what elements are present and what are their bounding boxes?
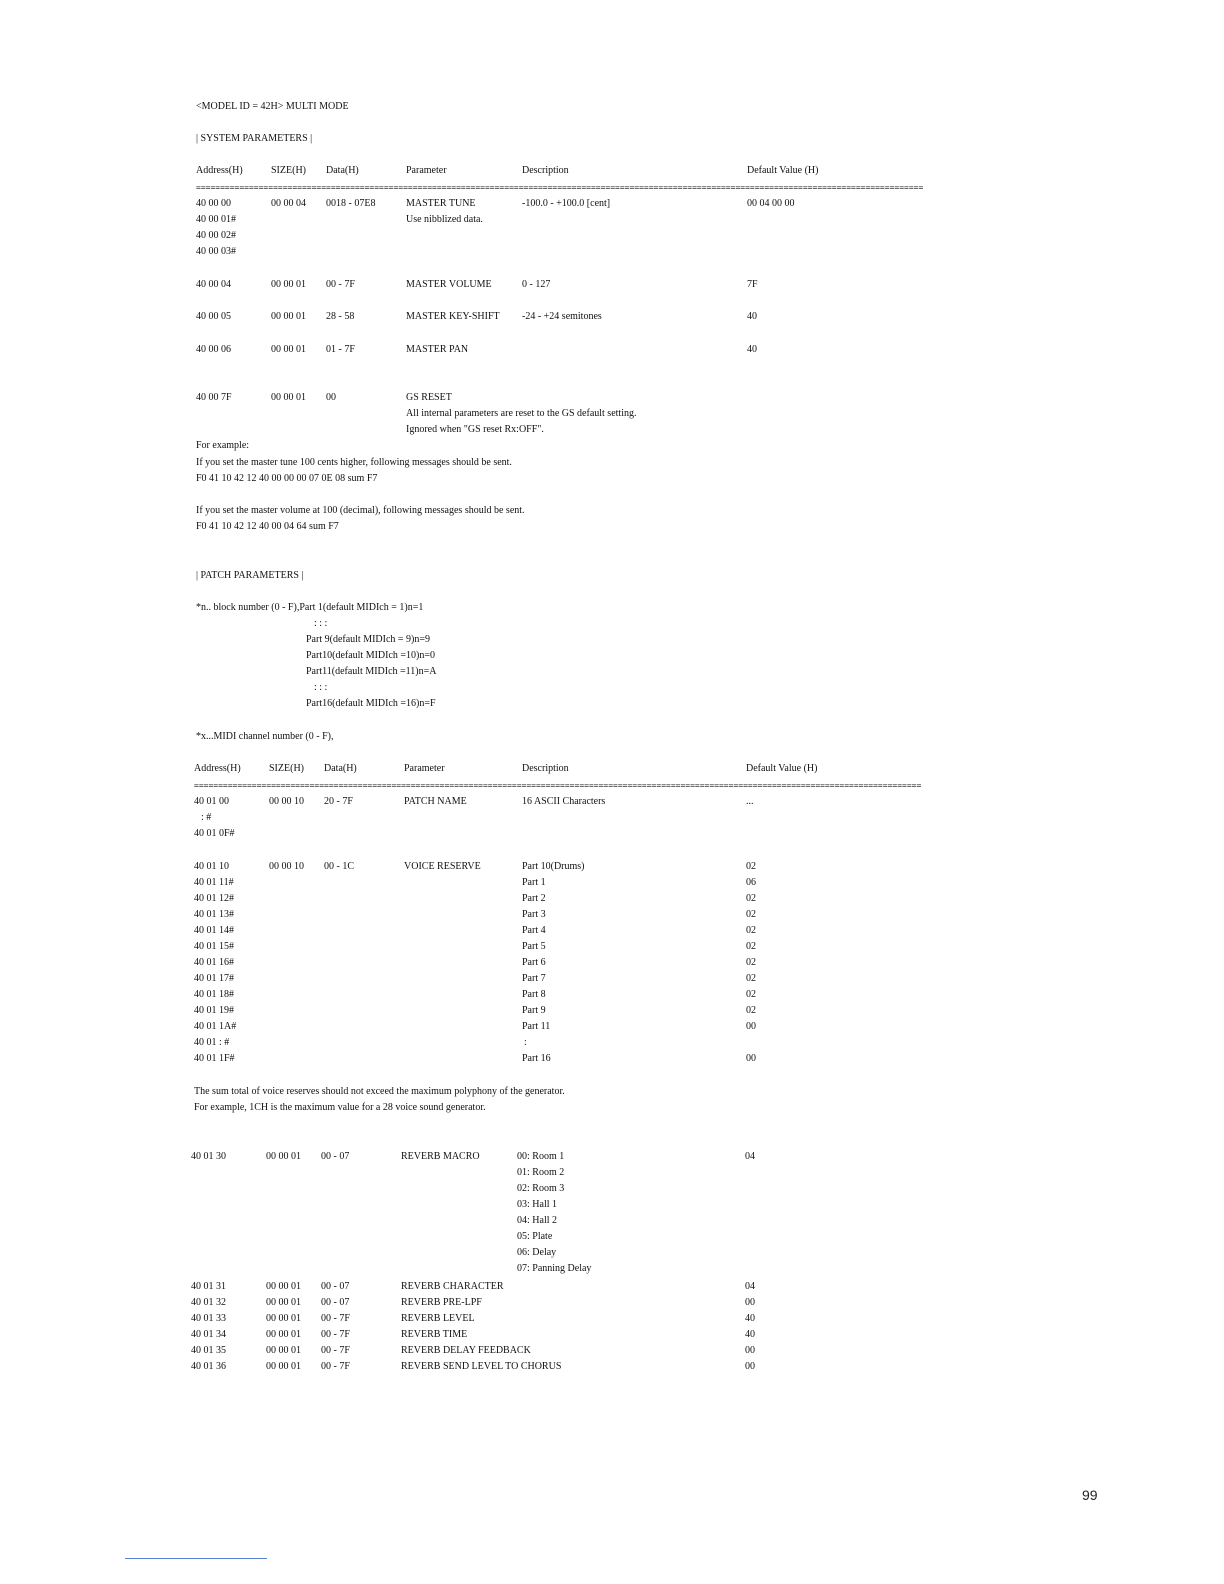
table-row-default: 02 [746,893,756,904]
table-row-desc: Part 3 [522,909,546,920]
table-row-default: 04 [745,1151,755,1162]
separator-rule: ======================================================================================================================================================= [196,183,924,192]
table-row-addr: 40 01 30 [191,1151,226,1162]
table-row-size: 00 00 01 [266,1345,301,1356]
table-row-param: REVERB DELAY FEEDBACK [401,1345,531,1356]
table-row-param: PATCH NAME [404,796,467,807]
table-row-default: 00 [745,1345,755,1356]
table-row-param: MASTER VOLUME [406,279,492,290]
table-row-desc: Part 11 [522,1021,551,1032]
reverb-macro-option: 01: Room 2 [517,1167,565,1178]
table-row-desc: Part 1 [522,877,546,888]
col-description: Description [522,165,569,176]
table-row-size: 00 00 01 [271,344,306,355]
table-row-data: 00 - 07 [321,1297,350,1308]
table-row-desc: Part 7 [522,973,546,984]
table-row-desc: 0 - 127 [522,279,551,290]
table-row-desc: Part 16 [522,1053,551,1064]
table-row-size: 00 00 01 [266,1297,301,1308]
table-row-param: MASTER KEY-SHIFT [406,311,500,322]
table-row-size: 00 00 01 [271,311,306,322]
table-row-addr: 40 01 34 [191,1329,226,1340]
table-row-data: 00 - 7F [321,1361,350,1372]
table-row-desc: -100.0 - +100.0 [cent] [522,198,611,209]
table-row-param: MASTER PAN [406,344,469,355]
table-row-size: 00 00 01 [266,1151,301,1162]
table-row-desc: Part 8 [522,989,546,1000]
table-row-addr: : # [201,812,212,823]
table-row-default: 40 [747,344,757,355]
table-row-default: 00 04 00 00 [747,198,795,209]
table-row-data: 00 - 7F [326,279,355,290]
master-tune-note: Use nibblized data. [406,214,483,225]
col-address: Address(H) [194,763,241,774]
page-number: 99 [1082,1487,1098,1503]
model-id-heading: <MODEL ID = 42H> MULTI MODE [196,101,349,112]
example-line: If you set the master volume at 100 (decimal), following messages should be sent. [196,505,525,516]
table-row-addr: 40 01 1F# [194,1053,235,1064]
table-row-desc: Part 4 [522,925,546,936]
block-number-note: : : : [314,682,328,693]
block-number-note: : : : [314,618,328,629]
table-row-addr: 40 01 1A# [194,1021,237,1032]
table-row-size: 00 00 01 [266,1313,301,1324]
table-row-data: 00 - 7F [321,1329,350,1340]
table-row-data: 20 - 7F [324,796,353,807]
table-row-data: 01 - 7F [326,344,355,355]
table-row-param: REVERB MACRO [401,1151,480,1162]
table-row-size: 00 00 01 [271,279,306,290]
col-default: Default Value (H) [746,763,818,774]
table-row-size: 00 00 01 [271,392,306,403]
table-row-addr: 40 01 19# [194,1005,234,1016]
table-row-data: 00 - 7F [321,1345,350,1356]
block-number-note: Part11(default MIDIch =11)n=A [306,666,437,677]
table-row-default: 02 [746,941,756,952]
table-row-param: REVERB SEND LEVEL TO CHORUS [401,1361,562,1372]
block-number-note: Part16(default MIDIch =16)n=F [306,698,436,709]
table-row-default: ... [746,796,754,807]
reverb-macro-option: 07: Panning Delay [517,1263,592,1274]
table-row-default: 02 [746,989,756,1000]
table-row-addr: 40 00 03# [196,246,236,257]
table-row-default: 06 [746,877,756,888]
block-number-note: Part 9(default MIDIch = 9)n=9 [306,634,431,645]
midi-channel-note: *x...MIDI channel number (0 - F), [196,731,334,742]
table-row-param: REVERB PRE-LPF [401,1297,482,1308]
table-row-addr: 40 01 35 [191,1345,226,1356]
table-row-addr: 40 01 11# [194,877,234,888]
table-row-desc: Part 2 [522,893,546,904]
example-line: F0 41 10 42 12 40 00 00 00 07 0E 08 sum F7 [196,473,378,484]
table-row-addr: 40 01 36 [191,1361,226,1372]
table-row-desc: Part 9 [522,1005,546,1016]
table-row-size: 00 00 10 [269,796,304,807]
gs-reset-note: All internal parameters are reset to the GS default setting. [406,408,637,419]
reverb-macro-option: 03: Hall 1 [517,1199,557,1210]
table-row-addr: 40 00 05 [196,311,231,322]
table-row-default: 04 [745,1281,755,1292]
table-row-addr: 40 01 15# [194,941,234,952]
col-parameter: Parameter [406,165,447,176]
table-row-addr: 40 01 16# [194,957,234,968]
table-row-addr: 40 00 01# [196,214,236,225]
table-row-addr: 40 01 0F# [194,828,235,839]
table-row-addr: 40 01 32 [191,1297,226,1308]
col-data: Data(H) [324,763,357,774]
reverb-macro-option: 00: Room 1 [517,1151,565,1162]
table-row-desc: Part 5 [522,941,546,952]
example-line: If you set the master tune 100 cents higher, following messages should be sent. [196,457,512,468]
table-row-addr: 40 01 33 [191,1313,226,1324]
block-number-note: *n.. block number (0 - F),Part 1(default MIDIch = 1)n=1 [196,602,424,613]
table-row-default: 00 [745,1297,755,1308]
table-row-data: 0018 - 07E8 [326,198,376,209]
table-row-default: 40 [745,1329,755,1340]
reverb-macro-option: 05: Plate [517,1231,553,1242]
col-address: Address(H) [196,165,243,176]
table-row-param: MASTER TUNE [406,198,476,209]
reverb-macro-option: 04: Hall 2 [517,1215,557,1226]
table-row-addr: 40 01 14# [194,925,234,936]
table-row-desc: Part 6 [522,957,546,968]
table-row-data: 00 [326,392,336,403]
block-number-note: Part10(default MIDIch =10)n=0 [306,650,436,661]
table-row-default: 02 [746,973,756,984]
table-row-data: 00 - 07 [321,1281,350,1292]
col-default: Default Value (H) [747,165,819,176]
table-row-param: REVERB LEVEL [401,1313,475,1324]
table-row-size: 00 00 04 [271,198,306,209]
table-row-addr: 40 01 10 [194,861,229,872]
patch-parameters-heading: | PATCH PARAMETERS | [196,570,304,581]
table-row-default: 40 [745,1313,755,1324]
table-row-param: VOICE RESERVE [404,861,481,872]
col-data: Data(H) [326,165,359,176]
table-row-default: 02 [746,1005,756,1016]
table-row-default: 02 [746,957,756,968]
reverb-macro-option: 06: Delay [517,1247,557,1258]
table-row-default: 7F [747,279,758,290]
table-row-addr: 40 01 18# [194,989,234,1000]
table-row-param: REVERB CHARACTER [401,1281,504,1292]
table-row-default: 00 [746,1021,756,1032]
col-size: SIZE(H) [269,763,304,774]
table-row-default: 02 [746,909,756,920]
col-parameter: Parameter [404,763,445,774]
table-row-addr: 40 00 02# [196,230,236,241]
table-row-data: 00 - 7F [321,1313,350,1324]
voice-reserve-note: The sum total of voice reserves should not exceed the maximum polyphony of the generator. [194,1086,565,1097]
voice-reserve-note: For example, 1CH is the maximum value for a 28 voice sound generator. [194,1102,486,1113]
table-row-param: REVERB TIME [401,1329,468,1340]
table-row-addr: 40 00 7F [196,392,232,403]
table-row-default: 02 [746,861,756,872]
table-row-default: 02 [746,925,756,936]
table-row-default: 00 [746,1053,756,1064]
table-row-data: 00 - 07 [321,1151,350,1162]
table-row-addr: 40 01 17# [194,973,234,984]
table-row-addr: 40 00 00 [196,198,231,209]
footer-divider [125,1558,267,1559]
separator-rule: ======================================================================================================================================================= [194,781,922,790]
table-row-addr: 40 01 13# [194,909,234,920]
table-row-size: 00 00 01 [266,1361,301,1372]
table-row-data: 28 - 58 [326,311,355,322]
table-row-addr: 40 01 12# [194,893,234,904]
table-row-desc: 16 ASCII Characters [522,796,606,807]
table-row-default: 00 [745,1361,755,1372]
table-row-desc: -24 - +24 semitones [522,311,602,322]
table-row-addr: 40 00 06 [196,344,231,355]
col-description: Description [522,763,569,774]
table-row-size: 00 00 10 [269,861,304,872]
table-row-size: 00 00 01 [266,1281,301,1292]
gs-reset-note: Ignored when "GS reset Rx:OFF". [406,424,544,435]
reverb-macro-option: 02: Room 3 [517,1183,565,1194]
table-row-default: 40 [747,311,757,322]
example-label: For example: [196,440,250,451]
table-row-addr: 40 01 : # [194,1037,230,1048]
table-row-addr: 40 01 31 [191,1281,226,1292]
col-size: SIZE(H) [271,165,306,176]
example-line: F0 41 10 42 12 40 00 04 64 sum F7 [196,521,339,532]
table-row-param: GS RESET [406,392,452,403]
table-row-addr: 40 01 00 [194,796,229,807]
table-row-size: 00 00 01 [266,1329,301,1340]
table-row-addr: 40 00 04 [196,279,231,290]
system-parameters-heading: | SYSTEM PARAMETERS | [196,133,313,144]
table-row-data: 00 - 1C [324,861,354,872]
table-row-desc: Part 10(Drums) [522,861,585,872]
table-row-desc: : [524,1037,527,1048]
